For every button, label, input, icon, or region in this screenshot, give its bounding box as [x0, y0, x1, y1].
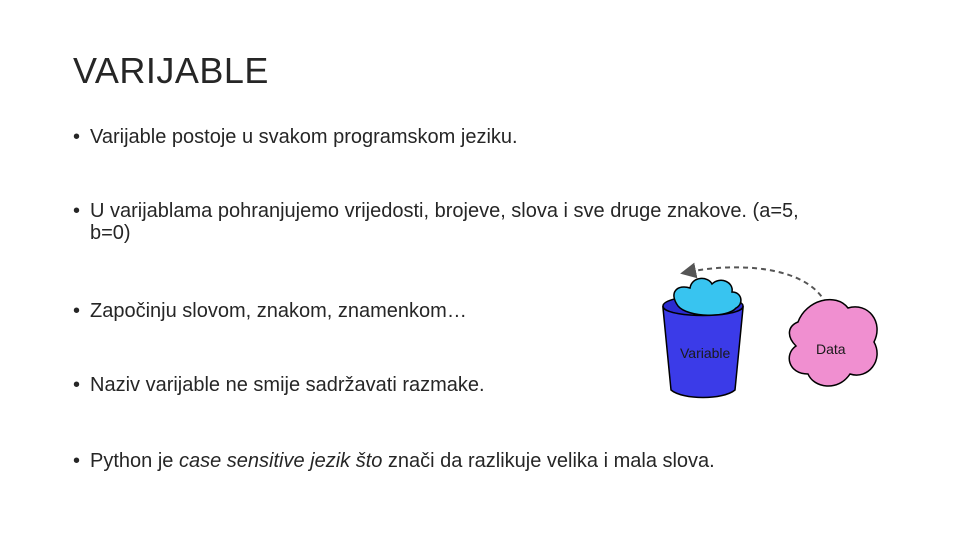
data-cloud	[674, 278, 741, 315]
bullet-text: U varijablama pohranjujemo vrijedosti, brojeve, slova i sve druge znakove. (a=5, b=0)	[90, 200, 799, 244]
bullet-item	[73, 126, 518, 148]
variable-bucket-illustration	[638, 262, 890, 402]
bullet-marker: •	[73, 450, 81, 472]
bullet-item	[73, 200, 833, 244]
bullet-text: Započinju slovom, znakom, znamenkom…	[90, 300, 467, 322]
bullet-text: Varijable postoje u svakom programskom jeziku.	[90, 126, 518, 148]
bullet-text-part: znači da razlikuje velika i mala slova.	[382, 450, 715, 472]
bullet-item	[73, 374, 485, 396]
bucket-label: Variable	[680, 345, 731, 361]
bullet-marker: •	[73, 374, 81, 396]
bullet-item	[73, 450, 883, 472]
blob-label: Data	[816, 341, 846, 357]
slide-title: VARIJABLE	[73, 50, 269, 91]
bullet-text	[73, 450, 883, 472]
bullet-text-part: Python je	[90, 450, 179, 472]
bullet-marker: •	[73, 300, 81, 322]
bullet-marker: •	[73, 126, 81, 148]
bullet-item	[73, 300, 467, 322]
bullet-text: Naziv varijable ne smije sadržavati razmake.	[90, 374, 485, 396]
bullet-text-italic: case sensitive jezik što	[178, 450, 383, 472]
bullet-marker: •	[73, 200, 81, 222]
